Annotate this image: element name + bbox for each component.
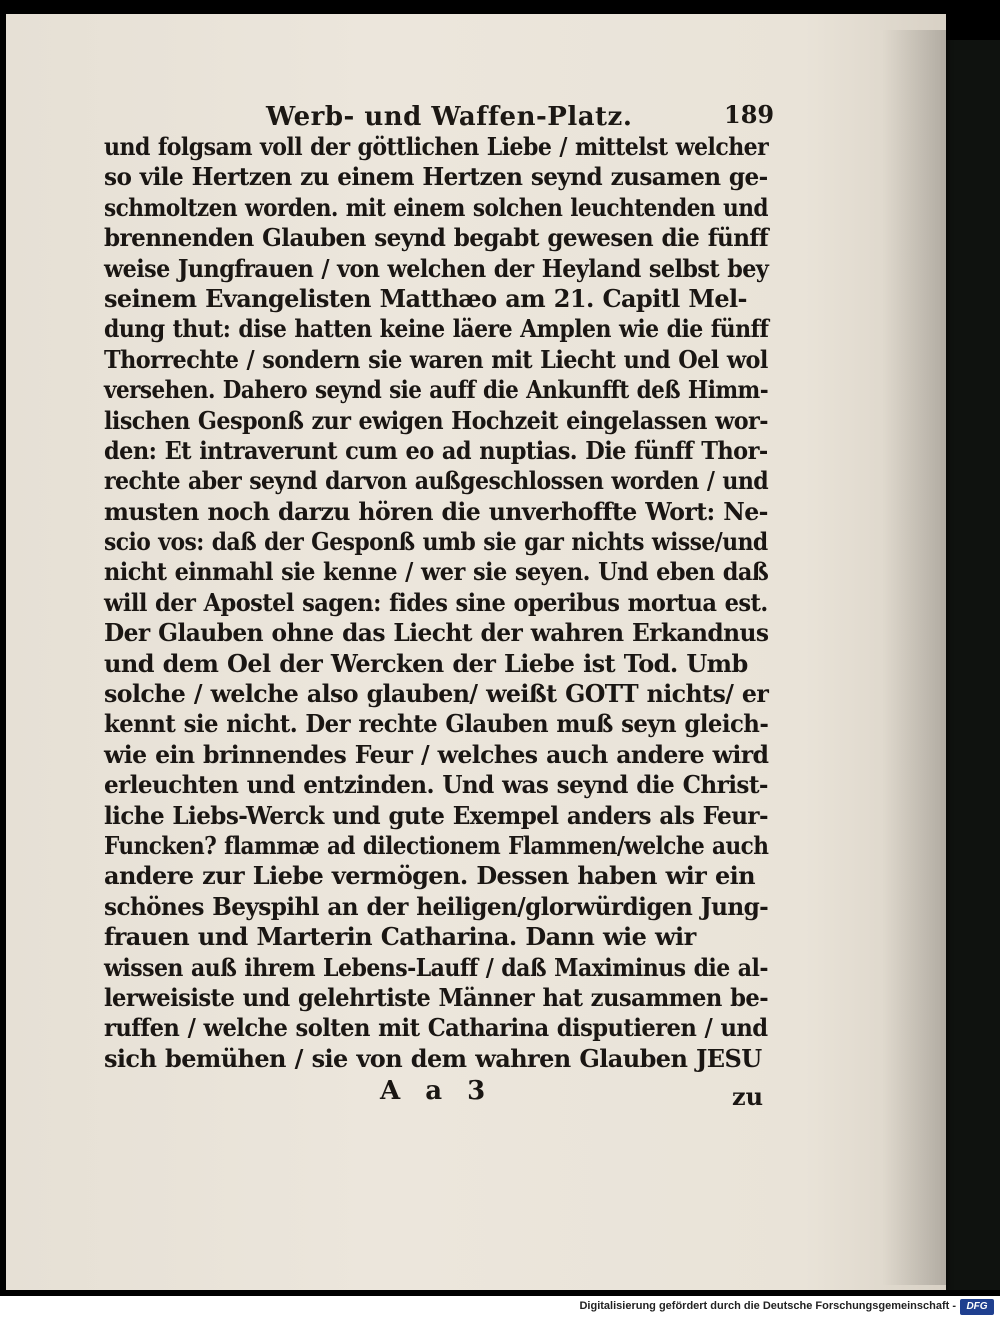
text-line: wie ein brinnendes Feur / welches auch andere wird: [104, 739, 769, 769]
text-line: schönes Beyspihl an der heiligen/glorwürdigen Jung-: [104, 891, 769, 921]
running-head: Werb- und Waffen-Platz.: [266, 102, 633, 132]
text-line: und dem Oel der Wercken der Liebe ist Tod. Umb: [104, 648, 748, 678]
text-line: Der Glauben ohne das Liecht der wahren Erkandnus: [104, 618, 769, 648]
text-line: dung thut: dise hatten keine läere Amplen wie die fünff: [104, 314, 769, 344]
catchword: zu: [732, 1082, 764, 1111]
text-line: will der Apostel sagen: fides sine operibus mortua est.: [104, 587, 768, 617]
text-line: andere zur Liebe vermögen. Dessen haben wir ein: [104, 861, 755, 891]
text-line: wissen auß ihrem Lebens-Lauff / daß Maximinus die al-: [104, 952, 768, 982]
text-line: rechte aber seynd darvon außgeschlossen worden / und: [104, 466, 769, 496]
text-line: brennenden Glauben seynd begabt gewesen die fünff: [104, 223, 769, 253]
text-line: versehen. Dahero seynd sie auff die Ankunfft deß Himm-: [104, 375, 769, 405]
text-line: lischen Gesponß zur ewigen Hochzeit eingelassen wor-: [104, 405, 768, 435]
funding-credit: Digitalisierung gefördert durch die Deutsche Forschungsgemeinschaft -: [579, 1300, 956, 1312]
text-line: seinem Evangelisten Matthæo am 21. Capitl Mel-: [104, 283, 747, 313]
text-line: schmoltzen worden. mit einem solchen leuchtenden und: [104, 192, 769, 222]
text-line: kennt sie nicht. Der rechte Glauben muß seyn gleich-: [104, 709, 769, 739]
footer-bar: [0, 1296, 1000, 1319]
dfg-logo: DFG: [960, 1299, 994, 1315]
text-line: weise Jungfrauen / von welchen der Heyland selbst bey: [104, 253, 769, 283]
text-line: Thorrechte / sondern sie waren mit Liecht und Oel wol: [104, 344, 768, 374]
text-line: nicht einmahl sie kenne / wer sie seyen. Und eben daß: [104, 557, 769, 587]
text-line: scio vos: daß der Gesponß umb sie gar nichts wisse/und: [104, 527, 768, 557]
text-line: solche / welche also glauben/ weißt GOTT nichts/ er: [104, 679, 769, 709]
text-line: Funcken? flammæ ad dilectionem Flammen/welche auch: [104, 830, 769, 860]
page-number: 189: [724, 100, 775, 129]
text-line: liche Liebs-Werck und gute Exempel anders als Feur-: [104, 800, 768, 830]
text-line: frauen und Marterin Catharina. Dann wie wir: [104, 922, 696, 952]
body-text: [104, 132, 768, 1074]
signature-mark: A a 3: [380, 1076, 494, 1106]
text-line: und folgsam voll der göttlichen Liebe / mittelst welcher: [104, 132, 769, 161]
text-line: sich bemühen / sie von dem wahren Glauben JESU: [104, 1043, 762, 1073]
text-line: ruffen / welche solten mit Catharina disputieren / und: [104, 1013, 768, 1043]
text-line: lerweisiste und gelehrtiste Männer hat zusammen be-: [104, 982, 769, 1012]
text-line: so vile Hertzen zu einem Hertzen seynd zusamen ge-: [104, 162, 768, 192]
text-line: musten noch darzu hören die unverhoffte Wort: Ne-: [104, 496, 768, 526]
text-line: den: Et intraverunt cum eo ad nuptias. Die fünff Thor-: [104, 435, 768, 465]
text-line: erleuchten und entzinden. Und was seynd die Christ-: [104, 770, 768, 800]
page-edge-shadow: [882, 30, 946, 1285]
